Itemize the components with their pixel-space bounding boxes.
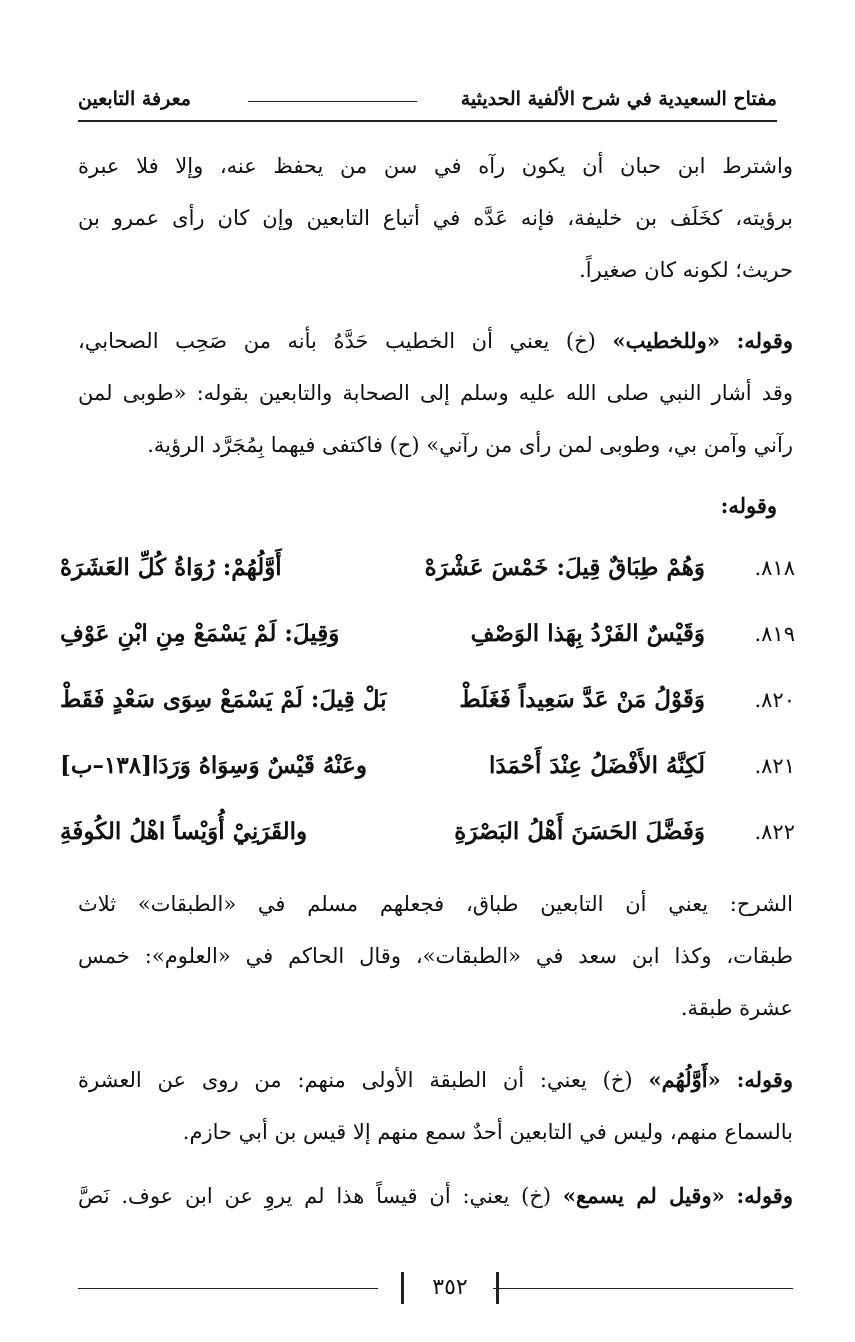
page-number: ٣٥٢ bbox=[401, 1272, 499, 1304]
text-line bbox=[78, 1054, 793, 1106]
lead-label: وقوله: bbox=[736, 328, 793, 353]
verse-first-hemistich: وَفَضَّلَ الحَسَنَ أَهْلُ البَصْرَةِ bbox=[454, 818, 705, 845]
text-line bbox=[78, 1170, 793, 1222]
verse-819 bbox=[60, 614, 795, 662]
verse-818 bbox=[60, 548, 795, 596]
paragraph-ibn-hibban bbox=[78, 140, 793, 296]
verse-number: ٨١٩. bbox=[754, 622, 795, 646]
text-line: عشرة طبقة. bbox=[680, 996, 793, 1020]
text-run: (خ) يعني: أن قيساً هذا لم يروِ عن ابن عوف. نَصَّ bbox=[78, 1184, 552, 1208]
verse-second-hemistich: أَوَّلُهُمْ: رُوَاةُ كُلِّ العَشَرَهْ bbox=[60, 554, 282, 581]
verse-number: ٨٢٢. bbox=[754, 820, 795, 844]
verse-number: ٨١٨. bbox=[754, 556, 795, 580]
verse-821 bbox=[60, 746, 795, 794]
paragraph-khatib bbox=[78, 315, 793, 471]
text-line: بالسماع منهم، وليس في التابعين أحدٌ سمع منهم إلا قيس بن أبي حازم. bbox=[182, 1120, 793, 1144]
header-rule bbox=[78, 120, 777, 122]
text-line: طبقات، وكذا ابن سعد في «الطبقات»، وقال الحاكم في «العلوم»: خمس bbox=[78, 944, 793, 968]
text-run: (خ) يعني أن الخطيب حَدَّهُ بأنه من صَحِب الصحابي، bbox=[78, 329, 596, 353]
text-line: برؤيته، كخَلَف بن خليفة، فإنه عَدَّه في أتباع التابعين وإن كان رأى عمرو بن bbox=[78, 206, 793, 230]
text-line bbox=[78, 315, 793, 367]
verse-820 bbox=[60, 680, 795, 728]
verse-first-hemistich: وَقَوْلُ مَنْ عَدَّ سَعِيداً فَغَلَطْ bbox=[459, 686, 705, 713]
verse-first-hemistich: وَقَيْسٌ الفَرْدُ بِهَذا الوَصْفِ bbox=[470, 620, 705, 647]
verse-second-hemistich: بَلْ قِيلَ: لَمْ يَسْمَعْ سِوَى سَعْدٍ فَقَطْ bbox=[60, 686, 387, 713]
verse-number: ٨٢١. bbox=[754, 754, 795, 778]
verse-first-hemistich: وَهُمْ طِبَاقٌ قِيلَ: خَمْسَ عَشْرَهْ bbox=[424, 554, 705, 581]
verse-number: ٨٢٠. bbox=[754, 688, 795, 712]
verse-second-hemistich: وَقِيلَ: لَمْ يَسْمَعْ مِنِ ابْنِ عَوْفِ bbox=[60, 620, 340, 647]
text-line: واشترط ابن حبان أن يكون رآه في سن من يحفظ عنه، وإلا فلا عبرة bbox=[78, 154, 793, 178]
text-line: وقد أشار النبي صلى الله عليه وسلم إلى الصحابة والتابعين بقوله: «طوبى لمن bbox=[78, 381, 793, 405]
verse-822 bbox=[60, 812, 795, 860]
running-header bbox=[78, 88, 777, 116]
chapter-title: معرفة التابعين bbox=[78, 88, 191, 110]
verse-second-hemistich: والقَرَنِيْ أُوَيْساً اهْلُ الكُوفَةِ bbox=[60, 818, 308, 845]
text-line: رآني وآمن بي، وطوبى لمن رأى من رآني» (ح) فاكتفى فيهما بِمُجَرَّد الرؤية. bbox=[147, 433, 793, 457]
verses-intro: وقوله: bbox=[720, 493, 777, 518]
verse-first-hemistich: لَكِنَّهُ الأَفْضَلُ عِنْدَ أَحْمَدَا bbox=[489, 752, 705, 779]
paragraph-wa-qila bbox=[78, 1170, 793, 1222]
quoted-term: «وقيل لم يسمع» bbox=[562, 1183, 725, 1208]
quoted-term: «وللخطيب» bbox=[612, 328, 720, 353]
text-line: الشرح: يعني أن التابعين طباق، فجعلهم مسلم في «الطبقات» ثلاث bbox=[78, 892, 793, 916]
footer-rule bbox=[493, 1288, 793, 1289]
lead-label: وقوله: bbox=[736, 1067, 793, 1092]
quoted-term: «أَوَّلُهُم» bbox=[648, 1067, 721, 1092]
footer-rule bbox=[78, 1288, 378, 1289]
text-run: (خ) يعني: أن الطبقة الأولى منهم: من روى عن العشرة bbox=[78, 1068, 633, 1092]
paragraph-awwaluhum bbox=[78, 1054, 793, 1158]
verse-second-hemistich: وعَنْهُ قَيْسٌ وَسِوَاهُ وَرَدَا[١٣٨–ب] bbox=[60, 752, 367, 779]
page-footer bbox=[78, 1272, 793, 1312]
paragraph-sharh bbox=[78, 878, 793, 1034]
lead-label: وقوله: bbox=[736, 1183, 793, 1208]
header-dash bbox=[248, 101, 417, 102]
book-title: مفتاح السعيدية في شرح الألفية الحديثية bbox=[460, 88, 777, 110]
text-line: حريث؛ لكونه كان صغيراً. bbox=[579, 258, 793, 282]
